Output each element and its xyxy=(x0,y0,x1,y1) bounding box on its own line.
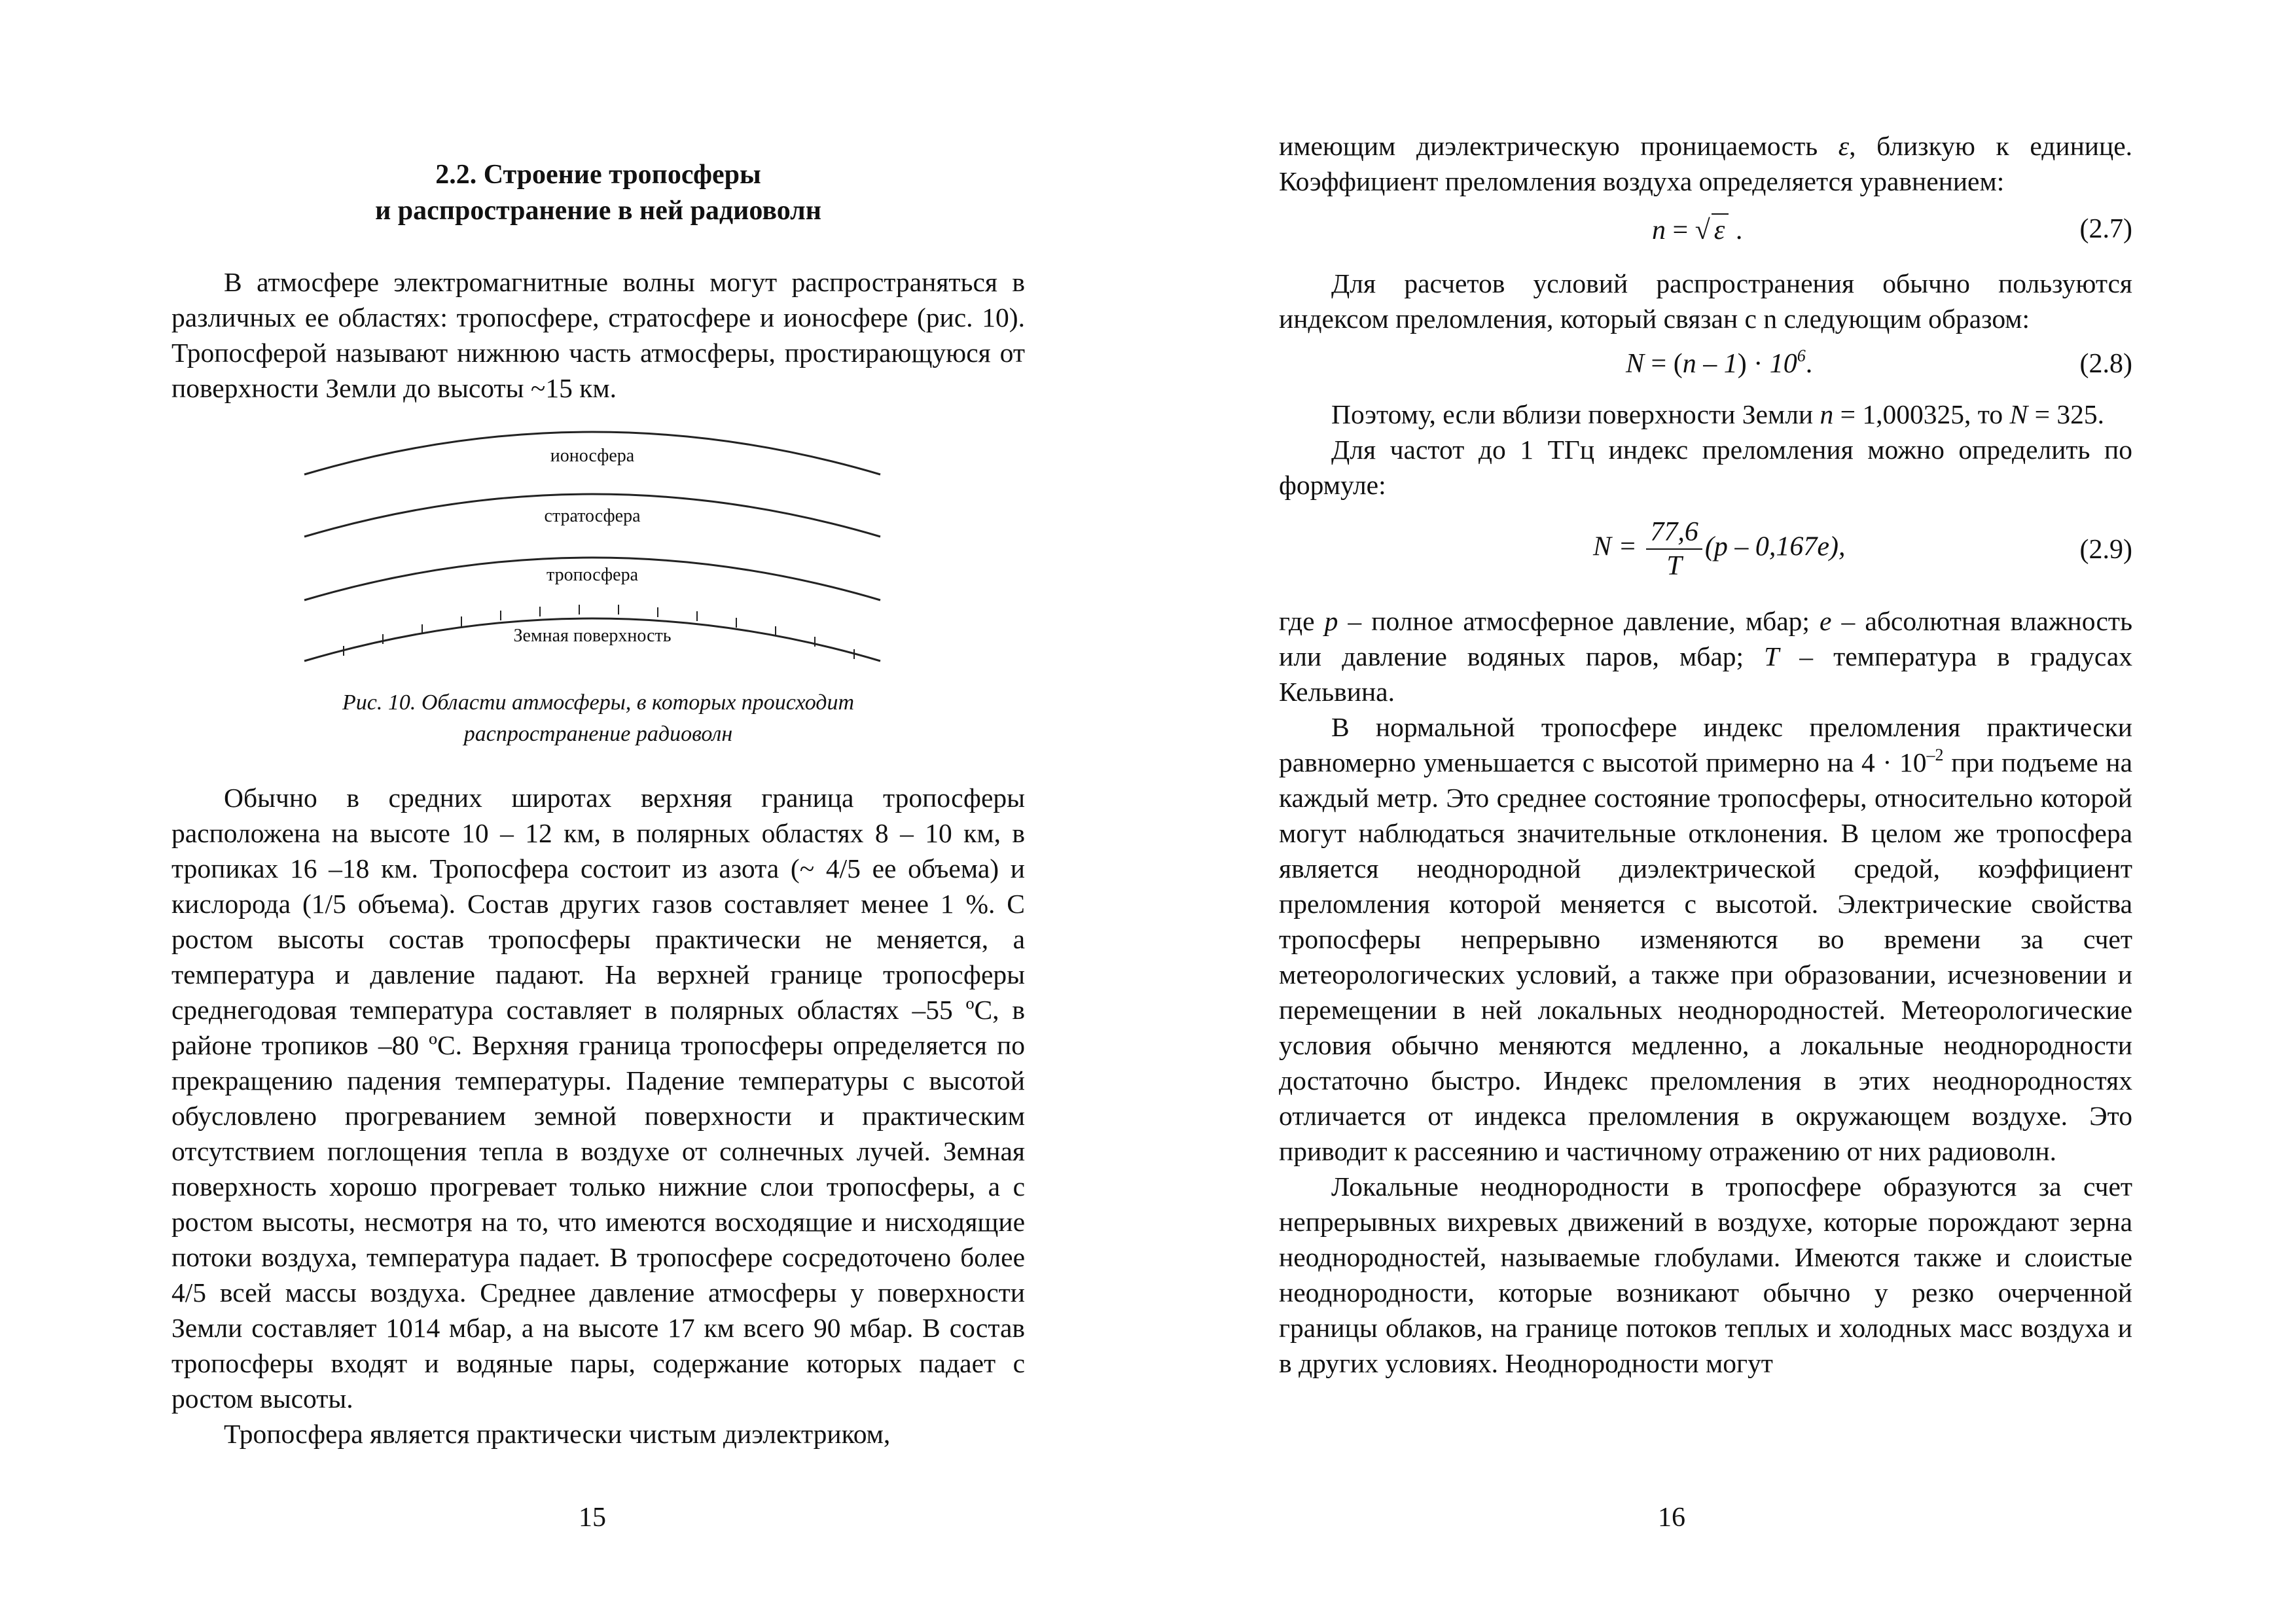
figure-caption xyxy=(171,687,1025,750)
formula-2-9-number: (2.9) xyxy=(2079,535,2132,565)
paragraph-troposphere-composition: Обычно в средних широтах верхняя граница тропосферы расположена на высоте 10 – 12 км, в полярных областях 8 – 10 км, в тропиках 16 –18 км. Тропосфера состоит из азота (~ 4/5 ее объема) и кислорода (1/5 объема). Состав других газов составляет менее 1 %. С ростом высоты состав тропосферы практически не меняется, а температура и давление падают. На верхней границе тропосферы среднегодовая температура составляет в полярных областях –55 ºС, в районе тропиков –80 ºС. Верхняя граница тропосферы определяется по прекращению падения температуры. Падение температуры с высотой обусловлено прогреванием земной поверхности и практическим отсутствием поглощения тепла в воздухе от солнечных лучей. Земная поверхность хорошо прогревает только нижние слои тропосферы, а с ростом высоты, несмотря на то, что имеются восходящие и нисходящие потоки воздуха, температура падает. В тропосфере сосредоточено более 4/5 всей массы воздуха. Среднее давление атмосферы у поверхности Земли составляет 1014 мбар, а на высоте 17 км всего 90 мбар. В состав тропосферы входят и водяные пары, содержание которых падает с ростом высоты. xyxy=(171,783,1025,1414)
formula-2-7: n = √ ε . (2.7) xyxy=(1652,214,2132,245)
section-heading xyxy=(171,157,1025,229)
atmosphere-diagram xyxy=(298,429,887,684)
heading-line-1: 2.2. Строение тропосферы xyxy=(435,160,761,190)
paragraph-dielectric-start: Тропосфера является практически чистым диэлектриком, xyxy=(224,1419,891,1449)
right-page xyxy=(1148,0,2296,1623)
paragraph-intro: В атмосфере электромагнитные волны могут распространяться в различных ее областях: тропосфере, стратосфере и ионосфере (рис. 10). Тропосферой называют нижнюю часть атмосферы, простирающуюся от поверхности Земли до высоты ~15 км. xyxy=(171,267,1025,403)
paragraph-thz-formula: Для частот до 1 ТГц индекс преломления можно определить по формуле: xyxy=(1279,435,2132,500)
formula-2-8: $N = (n - 1) \cdot 10^6$. (2.8) xyxy=(1626,346,2132,379)
paragraph-where-definitions: где p – полное атмосферное давление, мбар; e – абсолютная влажность или давление водяных паров, мбар; T – температура в градусах Кельвина. xyxy=(1279,606,2132,707)
formula-2-8-number: (2.8) xyxy=(2079,349,2132,379)
heading-line-2: и распространение в ней радиоволн xyxy=(375,196,821,226)
label-ionosphere: ионосфера xyxy=(550,446,635,466)
page-number-15: 15 xyxy=(579,1503,606,1533)
paragraph-n-value: Поэтому, если вблизи поверхности Земли n = 1,000325, то N = 325. xyxy=(1331,399,2104,429)
caption-line-1: Рис. 10. Области атмосферы, в которых происходит xyxy=(342,690,855,715)
page-number-16: 16 xyxy=(1658,1503,1685,1533)
label-troposphere: тропосфера xyxy=(546,565,639,585)
label-earth-surface: Земная поверхность xyxy=(513,626,672,646)
paragraph-permittivity: имеющим диэлектрическую проницаемость ε, близкую к единице. Коэффициент преломления воздуха определяется уравнением: xyxy=(1279,131,2132,196)
caption-line-2: распространение радиоволн xyxy=(463,722,733,746)
formula-2-7-number: (2.7) xyxy=(2079,214,2132,244)
atmosphere-diagram-svg xyxy=(298,429,887,684)
paragraph-local-inhomogeneities: Локальные неоднородности в тропосфере образуются за счет непрерывных вихревых движений в воздухе, которые порождают зерна неоднородностей, называемые глобулами. Имеются также и слоистые неоднородности, которые возникают обычно у резко очерченной границы облаков, на границе потоков теплых и холодных масс воздуха и в других условиях. Неоднородности могут xyxy=(1279,1171,2132,1378)
paragraph-normal-troposphere: В нормальной тропосфере индекс преломления практически равномерно уменьшается с высотой примерно на $4 \cdot 10^{-2}$ при подъеме на каждый метр. Это среднее состояние тропосферы, относительно которой могут наблюдаться значительные отклонения. В целом же тропосфера является неоднородной диэлектрической средой, коэффициент преломления которой меняется с высотой. Электрические свойства тропосферы непрерывно изменяются во времени за счет метеорологических условий, а также при образовании, исчезновении и перемещении в ней локальных неоднородностей. Метеорологические условия обычно меняются медленно, а локальные неоднородности достаточно быстро. Индекс преломления в этих неоднородностях отличается от индекса преломления в окружающем воздухе. Это приводит к рассеянию и частичному отражению от них радиоволн. xyxy=(1279,712,2132,1166)
formula-2-9: N = $\frac{77,6}{T}$ (p – 0,167e), (2.9) xyxy=(1593,517,2132,581)
label-stratosphere: стратосфера xyxy=(544,506,641,526)
paragraph-refractive-index: Для расчетов условий распространения обычно пользуются индексом преломления, который связан с n следующим образом: xyxy=(1279,268,2132,334)
